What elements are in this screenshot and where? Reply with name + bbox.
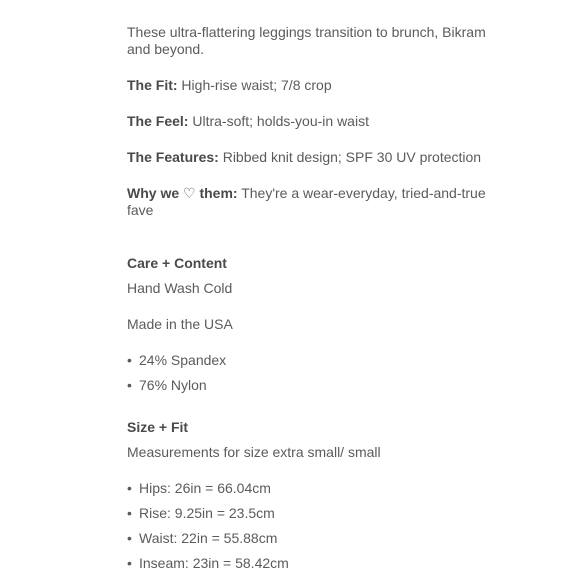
- features-line: [127, 149, 487, 166]
- care-heading: Care + Content: [127, 255, 227, 271]
- size-heading: Size + Fit: [127, 419, 189, 435]
- feel-label: The Feel:: [127, 113, 189, 129]
- why-label-post: them:: [195, 185, 238, 201]
- product-description: [127, 24, 487, 572]
- material-text: 76% Nylon: [139, 377, 207, 393]
- size-note: Measurements for size extra small/ small: [127, 444, 381, 460]
- care-wash: Hand Wash Cold: [127, 280, 233, 296]
- bullet-icon: •: [127, 352, 132, 368]
- list-item: [127, 505, 487, 522]
- why-line: [127, 185, 487, 219]
- care-origin: Made in the USA: [127, 316, 233, 332]
- list-item: [127, 555, 487, 572]
- measurement-text: Inseam: 23in = 58.42cm: [139, 555, 289, 571]
- why-label-pre: Why we: [127, 185, 184, 201]
- measurement-text: Hips: 26in = 66.04cm: [139, 480, 271, 496]
- fit-line: [127, 77, 487, 94]
- fit-text: High-rise waist; 7/8 crop: [177, 77, 332, 93]
- material-text: 24% Spandex: [139, 352, 227, 368]
- bullet-icon: •: [127, 530, 132, 546]
- intro-text: These ultra-flattering leggings transition to brunch, Bikram and beyond.: [127, 24, 486, 57]
- measurements-list: [127, 480, 487, 572]
- features-label: The Features:: [127, 149, 219, 165]
- list-item: [127, 530, 487, 547]
- features-text: Ribbed knit design; SPF 30 UV protection: [218, 149, 482, 165]
- measurement-text: Waist: 22in = 55.88cm: [139, 530, 278, 546]
- materials-list: [127, 352, 487, 394]
- heart-icon: ♡: [183, 185, 196, 201]
- feel-text: Ultra-soft; holds-you-in waist: [188, 113, 369, 129]
- bullet-icon: •: [127, 377, 132, 393]
- bullet-icon: •: [127, 555, 132, 571]
- bullet-icon: •: [127, 480, 132, 496]
- why-text: They're a wear-everyday, tried-and-true fave: [127, 185, 486, 218]
- measurement-text: Rise: 9.25in = 23.5cm: [139, 505, 275, 521]
- why-label: [127, 185, 238, 201]
- bullet-icon: •: [127, 505, 132, 521]
- list-item: [127, 377, 487, 394]
- feel-line: [127, 113, 487, 130]
- list-item: [127, 480, 487, 497]
- fit-label: The Fit:: [127, 77, 178, 93]
- list-item: [127, 352, 487, 369]
